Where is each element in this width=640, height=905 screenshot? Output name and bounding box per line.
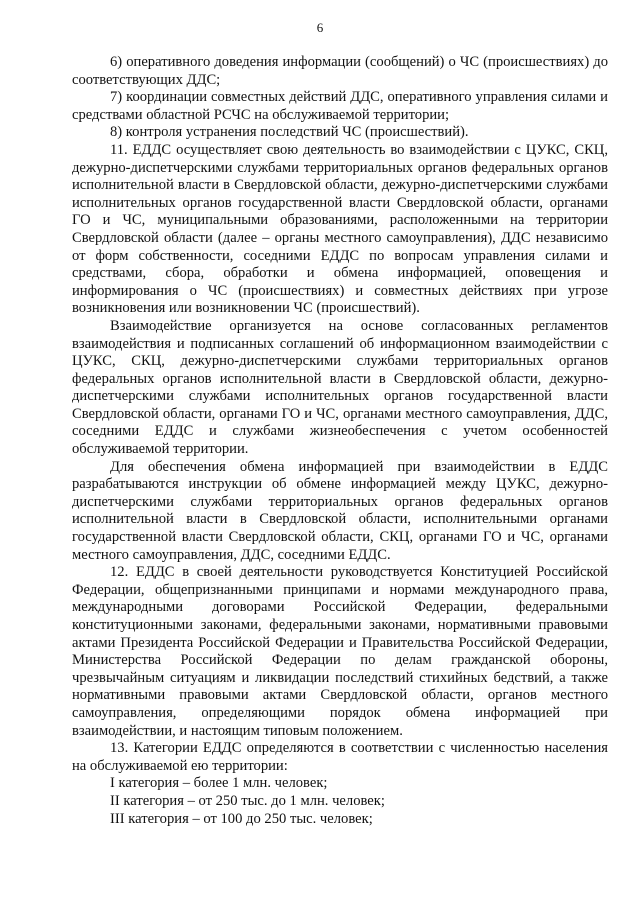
category-1-line: I категория – более 1 млн. человек; [110,775,328,792]
document-body [72,54,608,828]
page-number: 6 [316,20,324,35]
paragraph-section-11: 11. ЕДДС осуществляет свою деятельность во взаимодействии с ЦУКС, СКЦ, дежурно-диспетчерскими службами территориальных органов федеральных органов исполнительной власти в Свердловской области, дежурно-диспетчерскими службами исполнительных органов государственной власти Свердловской области, органами ГО и ЧС, муниципальными образованиями, расположенными на территории Свердловской области (далее – органы местного самоуправления), ДДС независимо от форм собственности, соседними ЕДДС по вопросам управления силами и средствами, сбора, обработки и обмена информацией, оповещения и информирования о ЧС (происшествиях) и совместных действиях при угрозе возникновения или возникновении ЧС (происшествий). [72,141,608,317]
paragraph-section-12: 12. ЕДДС в своей деятельности руководствуется Конституцией Российской Федерации, общепризнанными принципами и нормами международного права, международными договорами Российской Федерации, федеральными конституционными законами, федеральными законами, нормативными правовыми актами Президента Российской Федерации и Правительства Российской Федерации, Министерства Российской Федерации по делам гражданской обороны, чрезвычайным ситуациям и ликвидации последствий стихийных бедствий, а также нормативными правовыми актами Свердловской области, органов местного самоуправления, определяющими порядок обмена информацией при взаимодействии, и настоящим типовым положением. [72,564,608,739]
paragraph-information-exchange: Для обеспечения обмена информацией при взаимодействии в ЕДДС разрабатываются инструкции об обмене информацией между ЦУКС, дежурно-диспетчерскими службами территориальных органов федеральных органов исполнительной власти в Свердловской области, исполнительными органами государственной власти Свердловской области, СКЦ, органами ГО и ЧС, органами местного самоуправления, ДДС, соседними ЕДДС. [72,458,608,563]
category-3-line: III категория – от 100 до 250 тыс. человек; [110,810,373,827]
paragraph-section-13: 13. Категории ЕДДС определяются в соответствии с численностью населения на обслуживаемой ею территории: [72,740,608,774]
paragraph-item-7: 7) координации совместных действий ДДС, оперативного управления силами и средствами областной РСЧС на обслуживаемой территории; [72,89,608,123]
paragraph-interaction: Взаимодействие организуется на основе согласованных регламентов взаимодействия и подписанных соглашений об информационном взаимодействии с ЦУКС, СКЦ, дежурно-диспетчерскими службами территориальных органов федеральных органов исполнительной власти в Свердловской области, дежурно-диспетчерскими службами исполнительных органов государственной власти Свердловской области, органами ГО и ЧС, органами местного самоуправления, ДДС, соседними ЕДДС и службами жизнеобеспечения с учетом особенностей обслуживаемой территории. [72,317,608,458]
paragraph-item-6: 6) оперативного доведения информации (сообщений) о ЧС (происшествиях) до соответствующих ДДС; [72,54,608,88]
category-2-line: II категория – от 250 тыс. до 1 млн. человек; [110,792,385,809]
paragraph-item-8: 8) контроля устранения последствий ЧС (происшествий). [110,124,469,141]
